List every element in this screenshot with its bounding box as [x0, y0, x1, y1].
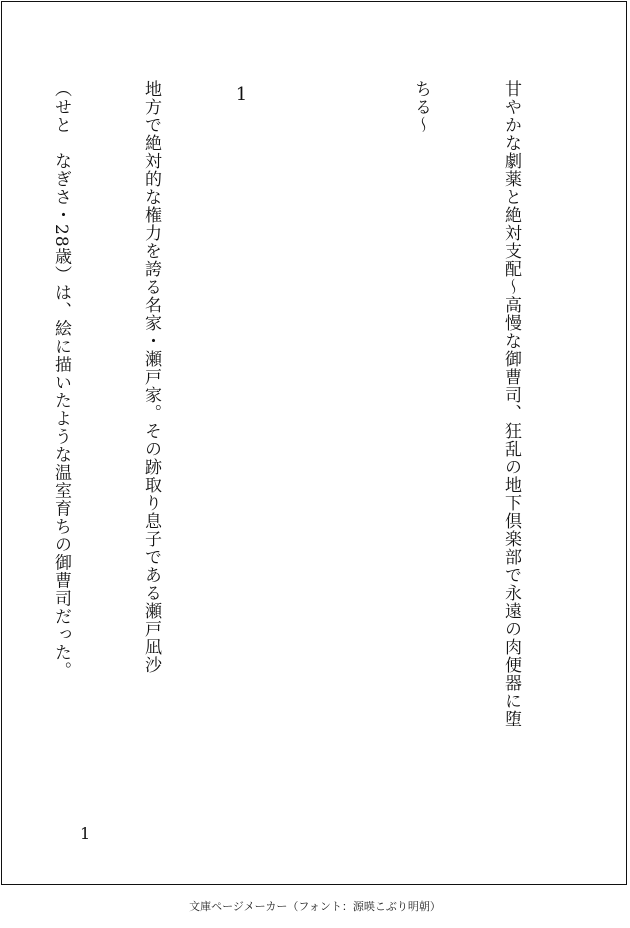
blank-line — [316, 80, 346, 800]
body-line: 地方で絶対的な権力を誇る名家・瀬戸家。その跡取り息子である瀬戸凪沙 — [141, 80, 161, 674]
title-line: 甘やかな劇薬と絶対支配〜高慢な御曹司、狂乱の地下倶楽部で永遠の肉便器に堕 — [501, 80, 521, 728]
chapter-number: 1 — [231, 84, 252, 106]
body-line: （せと なぎさ・28歳）は、絵に描いたような温室育ちの御曹司だった。 — [51, 80, 71, 680]
body-text — [0, 80, 586, 800]
footer-credit: 文庫ページメーカー（フォント：源暎こぶり明朝） — [189, 900, 441, 913]
page-number: 1 — [80, 824, 91, 843]
title-line: ちる〜 — [411, 80, 431, 134]
